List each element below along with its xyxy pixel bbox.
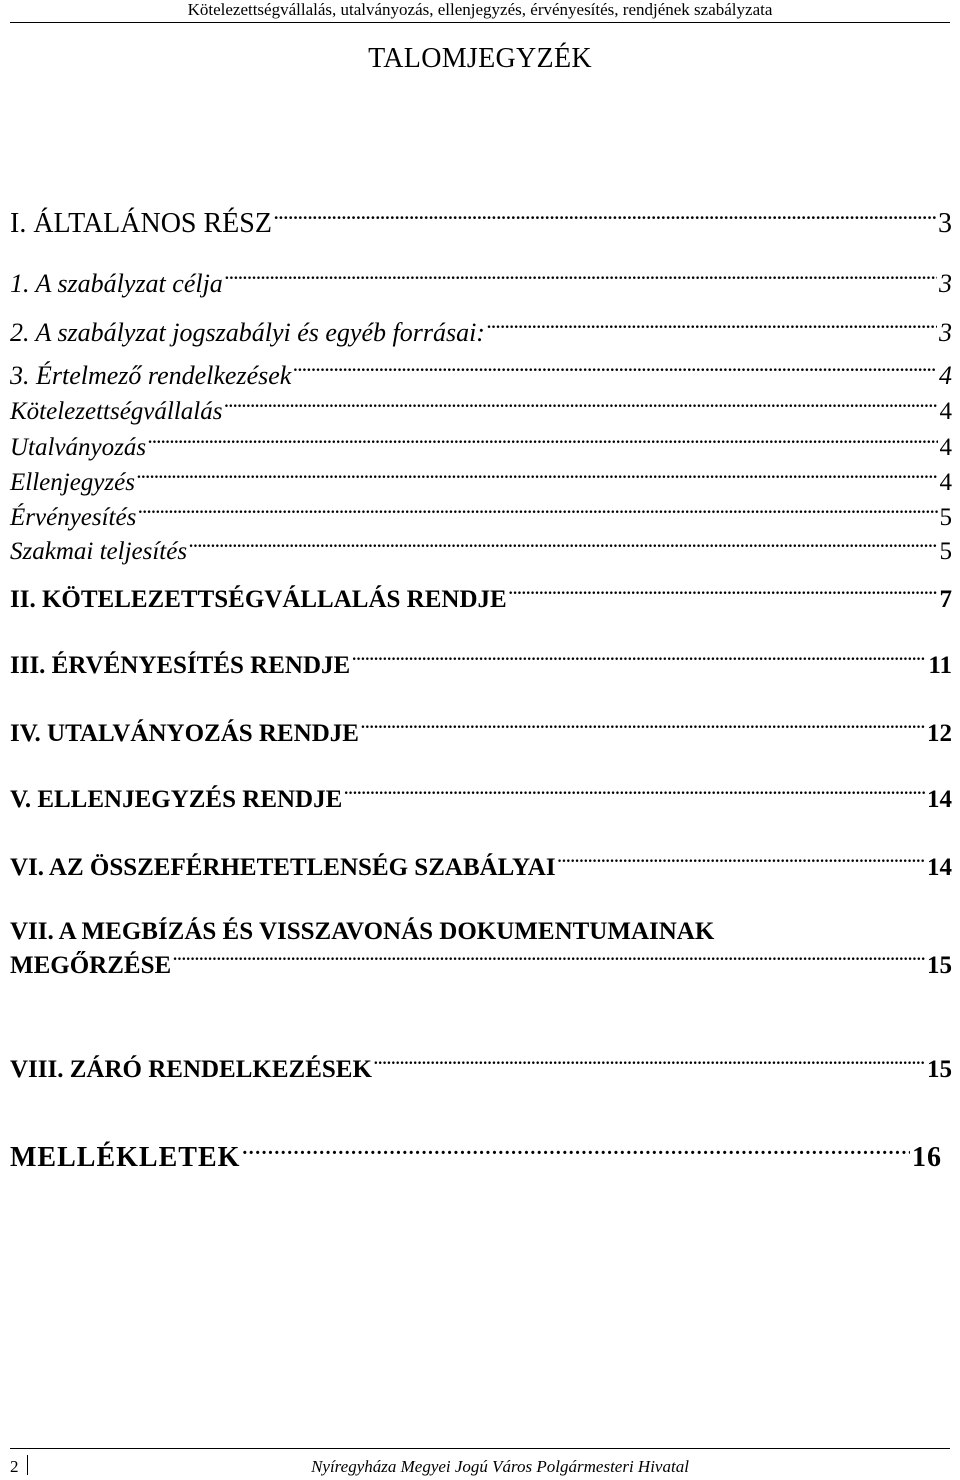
footer-institution: Nyíregyháza Megyei Jogú Város Polgármesteri Hivatal xyxy=(311,1457,689,1476)
toc-page-number: 11 xyxy=(928,652,952,679)
dot-leader xyxy=(558,850,925,875)
toc-entry-label: Érvényesítés xyxy=(10,504,137,531)
toc-page-number: 5 xyxy=(939,504,952,531)
dot-leader xyxy=(361,716,925,741)
toc-entry-payment-order[interactable] xyxy=(10,430,952,463)
toc-entry-closing-provisions[interactable] xyxy=(10,1052,952,1086)
toc-entry-label: Szakmai teljesítés xyxy=(10,538,188,565)
toc-entry-label: III. ÉRVÉNYESÍTÉS RENDJE xyxy=(10,652,351,679)
page-footer xyxy=(10,1448,950,1475)
toc-page-number: 15 xyxy=(927,1056,952,1083)
toc-entry-validation[interactable] xyxy=(10,500,952,533)
toc-page-number: 4 xyxy=(939,469,952,496)
toc-entry-general-part[interactable] xyxy=(10,204,952,241)
toc-entry-annexes[interactable] xyxy=(10,1138,942,1175)
toc-page-number: 4 xyxy=(939,434,952,461)
toc-entry-label: Kötelezettségvállalás xyxy=(10,398,223,425)
toc-entry-label: VII. A MEGBÍZÁS ÉS VISSZAVONÁS DOKUMENTUMAINAK xyxy=(10,918,715,945)
dot-leader xyxy=(138,500,937,525)
toc-entry-countersignature-order[interactable] xyxy=(10,782,952,816)
dot-leader xyxy=(293,358,937,384)
dot-leader xyxy=(487,315,937,341)
toc-entry-professional-performance[interactable] xyxy=(10,534,952,567)
toc-page-number: 16 xyxy=(912,1142,942,1173)
toc-entry-commitment-order[interactable] xyxy=(10,582,952,616)
dot-leader xyxy=(242,1138,910,1166)
toc-entry-label-continued: MEGŐRZÉSE xyxy=(10,952,172,979)
toc-entry-label: Ellenjegyzés xyxy=(10,469,135,496)
toc-page-number: 15 xyxy=(927,952,952,979)
toc-page-number: 4 xyxy=(939,361,952,390)
toc-entry-label: 1. A szabályzat célja xyxy=(10,269,223,298)
toc-entry-label: MELLÉKLETEK xyxy=(10,1142,241,1173)
toc-entry-label: I. ÁLTALÁNOS RÉSZ xyxy=(10,208,272,239)
running-header: Kötelezettségvállalás, utalványozás, ellenjegyzés, érvényesítés, rendjének szabályzata xyxy=(10,0,950,23)
dot-leader xyxy=(274,204,936,232)
toc-page-number: 3 xyxy=(938,208,952,239)
toc-entry-label: 3. Értelmező rendelkezések xyxy=(10,361,292,390)
dot-leader xyxy=(352,648,926,673)
toc-entry-legal-sources[interactable] xyxy=(10,315,952,349)
toc-page-number: 5 xyxy=(939,538,952,565)
footer-page-number: 2 xyxy=(10,1455,28,1475)
toc-entry-commitment[interactable] xyxy=(10,394,952,427)
toc-entry-validation-order[interactable] xyxy=(10,648,952,682)
toc-entry-label: Utalványozás xyxy=(10,434,147,461)
toc-page-number: 7 xyxy=(939,586,952,613)
toc-entry-label: IV. UTALVÁNYOZÁS RENDJE xyxy=(10,720,359,747)
toc-page-number: 14 xyxy=(927,786,952,813)
toc-entry-purpose[interactable] xyxy=(10,266,952,300)
dot-leader xyxy=(224,394,937,419)
dot-leader xyxy=(148,430,937,455)
dot-leader xyxy=(509,582,938,607)
toc-entry-label: 2. A szabályzat jogszabályi és egyéb forrásai: xyxy=(10,318,485,347)
toc-page-number: 4 xyxy=(939,398,952,425)
toc-entry-label: VI. AZ ÖSSZEFÉRHETETLENSÉG SZABÁLYAI xyxy=(10,854,556,881)
toc-entry-document-retention[interactable] xyxy=(10,916,952,982)
toc-entry-payment-order-rules[interactable] xyxy=(10,716,952,750)
toc-entry-incompatibility-rules[interactable] xyxy=(10,850,952,884)
toc-page-number: 12 xyxy=(927,720,952,747)
toc-entry-label: V. ELLENJEGYZÉS RENDJE xyxy=(10,786,343,813)
toc-entry-definitions[interactable] xyxy=(10,358,952,392)
document-title: TALOMJEGYZÉK xyxy=(368,43,592,74)
dot-leader xyxy=(374,1052,925,1077)
dot-leader xyxy=(173,948,925,973)
toc-page-number: 3 xyxy=(939,318,952,347)
toc-page-number: 14 xyxy=(927,854,952,881)
dot-leader xyxy=(225,266,937,292)
toc-page-number: 3 xyxy=(939,269,952,298)
dot-leader xyxy=(137,465,938,490)
toc-entry-countersignature[interactable] xyxy=(10,465,952,498)
dot-leader xyxy=(189,534,937,559)
dot-leader xyxy=(344,782,925,807)
toc-entry-label: II. KÖTELEZETTSÉGVÁLLALÁS RENDJE xyxy=(10,586,507,613)
toc-entry-label: VIII. ZÁRÓ RENDELKEZÉSEK xyxy=(10,1056,372,1083)
